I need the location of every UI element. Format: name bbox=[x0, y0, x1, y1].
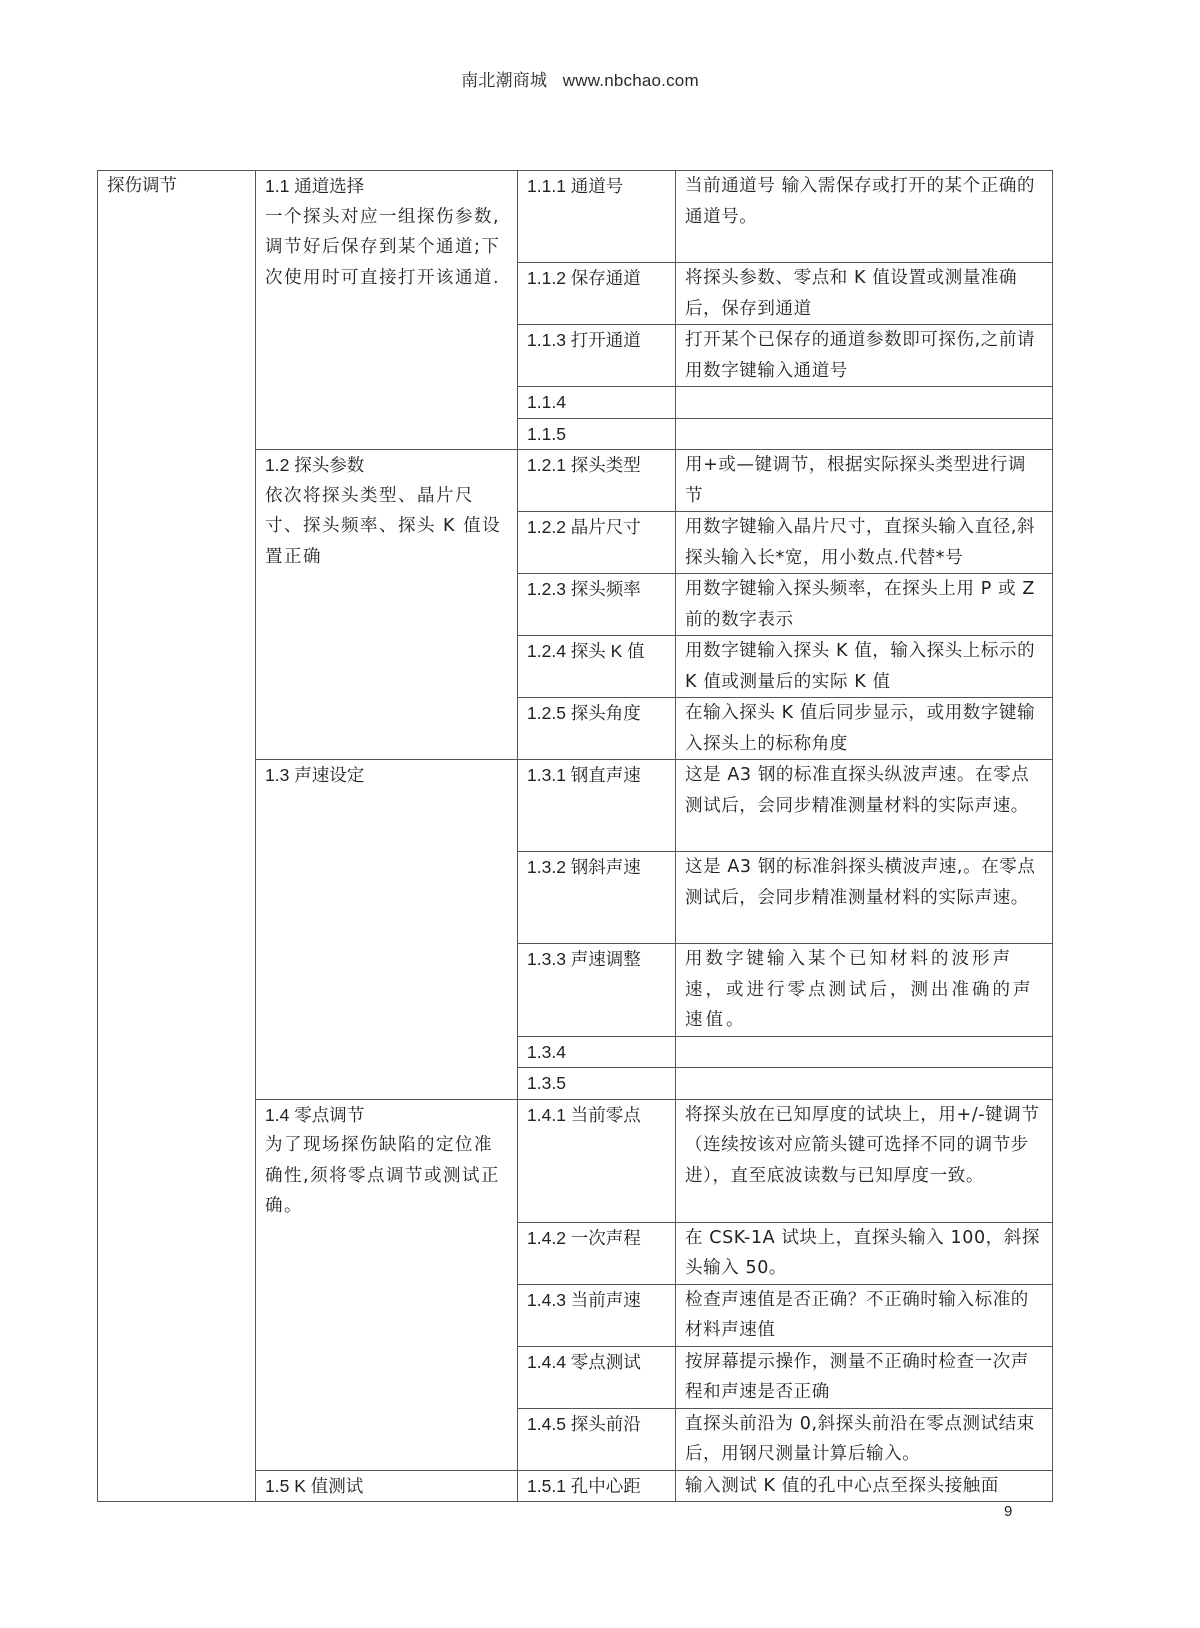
item-code: 1.3.1 钢直声速 bbox=[518, 760, 676, 852]
site-name: 南北潮商城 bbox=[461, 71, 548, 91]
item-description: 用数字键输入探头 K 值，输入探头上标示的 K 值或测量后的实际 K 值 bbox=[676, 636, 1053, 698]
section-cell bbox=[256, 1470, 518, 1502]
item-description: 将探头参数、零点和 K 值设置或测量准确后，保存到通道 bbox=[676, 263, 1053, 325]
item-description bbox=[676, 418, 1053, 450]
item-code: 1.2.3 探头频率 bbox=[518, 574, 676, 636]
item-code: 1.2.4 探头 K 值 bbox=[518, 636, 676, 698]
item-description bbox=[676, 1068, 1053, 1100]
item-description: 将探头放在已知厚度的试块上，用+/-键调节（连续按该对应箭头键可选择不同的调节步进），直至底波读数与已知厚度一致。 bbox=[676, 1099, 1053, 1222]
section-title: 1.2 探头参数 bbox=[265, 455, 365, 475]
category-cell bbox=[98, 171, 256, 1502]
item-description: 这是 A3 钢的标准直探头纵波声速。在零点测试后，会同步精准测量材料的实际声速。 bbox=[676, 760, 1053, 852]
page-header bbox=[0, 66, 1160, 91]
item-description: 用数字键输入探头频率，在探头上用 P 或 Z 前的数字表示 bbox=[676, 574, 1053, 636]
item-description: 当前通道号 输入需保存或打开的某个正确的通道号。 bbox=[676, 171, 1053, 263]
category-label: 探伤调节 bbox=[107, 176, 177, 196]
item-code: 1.2.1 探头类型 bbox=[518, 450, 676, 512]
item-code: 1.4.2 一次声程 bbox=[518, 1222, 676, 1284]
item-description: 用+或—键调节，根据实际探头类型进行调节 bbox=[676, 450, 1053, 512]
settings-table bbox=[97, 170, 1053, 1502]
item-code: 1.4.1 当前零点 bbox=[518, 1099, 676, 1222]
item-description: 用数字键输入晶片尺寸，直探头输入直径,斜探头输入长*宽，用小数点.代替*号 bbox=[676, 512, 1053, 574]
item-code: 1.5.1 孔中心距 bbox=[518, 1470, 676, 1502]
item-code: 1.3.3 声速调整 bbox=[518, 944, 676, 1037]
item-description: 在 CSK-1A 试块上，直探头输入 100，斜探头输入 50。 bbox=[676, 1222, 1053, 1284]
item-code: 1.1.3 打开通道 bbox=[518, 325, 676, 387]
section-cell bbox=[256, 1099, 518, 1470]
item-description bbox=[676, 1036, 1053, 1068]
section-title: 1.1 通道选择 bbox=[265, 176, 365, 196]
item-code: 1.2.5 探头角度 bbox=[518, 698, 676, 760]
table-row bbox=[98, 171, 1053, 263]
section-title: 1.4 零点调节 bbox=[265, 1104, 365, 1125]
section-title: 1.5 K 值测试 bbox=[265, 1475, 364, 1496]
item-description: 检查声速值是否正确？不正确时输入标准的材料声速值 bbox=[676, 1284, 1053, 1346]
item-code: 1.1.2 保存通道 bbox=[518, 263, 676, 325]
item-code: 1.1.5 bbox=[518, 418, 676, 450]
page-number: 9 bbox=[1004, 1503, 1013, 1520]
section-description: 依次将探头类型、晶片尺寸、探头频率、探头 K 值设置正确 bbox=[265, 485, 502, 567]
section-description: 一个探头对应一组探伤参数,调节好后保存到某个通道;下次使用时可直接打开该通道. bbox=[265, 206, 501, 288]
section-cell bbox=[256, 450, 518, 760]
item-code: 1.4.4 零点测试 bbox=[518, 1346, 676, 1408]
item-code: 1.1.1 通道号 bbox=[518, 171, 676, 263]
item-code: 1.3.4 bbox=[518, 1036, 676, 1068]
section-title: 1.3 声速设定 bbox=[265, 765, 365, 785]
section-cell bbox=[256, 760, 518, 1100]
site-url: www.nbchao.com bbox=[562, 71, 699, 90]
item-description bbox=[676, 387, 1053, 419]
item-description: 这是 A3 钢的标准斜探头横波声速,。在零点测试后，会同步精准测量材料的实际声速。 bbox=[676, 852, 1053, 944]
item-code: 1.1.4 bbox=[518, 387, 676, 419]
section-cell bbox=[256, 171, 518, 450]
item-description: 用数字键输入某个已知材料的波形声速，或进行零点测试后，测出准确的声速值。 bbox=[676, 944, 1053, 1037]
section-description: 为了现场探伤缺陷的定位准确性,须将零点调节或测试正确。 bbox=[265, 1135, 501, 1216]
item-description: 输入测试 K 值的孔中心点至探头接触面 bbox=[676, 1470, 1053, 1502]
item-code: 1.3.2 钢斜声速 bbox=[518, 852, 676, 944]
item-description: 打开某个已保存的通道参数即可探伤,之前请用数字键输入通道号 bbox=[676, 325, 1053, 387]
item-description: 在输入探头 K 值后同步显示，或用数字键输入探头上的标称角度 bbox=[676, 698, 1053, 760]
item-code: 1.4.3 当前声速 bbox=[518, 1284, 676, 1346]
item-description: 按屏幕提示操作，测量不正确时检查一次声程和声速是否正确 bbox=[676, 1346, 1053, 1408]
item-code: 1.2.2 晶片尺寸 bbox=[518, 512, 676, 574]
item-description: 直探头前沿为 0,斜探头前沿在零点测试结束后，用钢尺测量计算后输入。 bbox=[676, 1408, 1053, 1470]
item-code: 1.4.5 探头前沿 bbox=[518, 1408, 676, 1470]
item-code: 1.3.5 bbox=[518, 1068, 676, 1100]
